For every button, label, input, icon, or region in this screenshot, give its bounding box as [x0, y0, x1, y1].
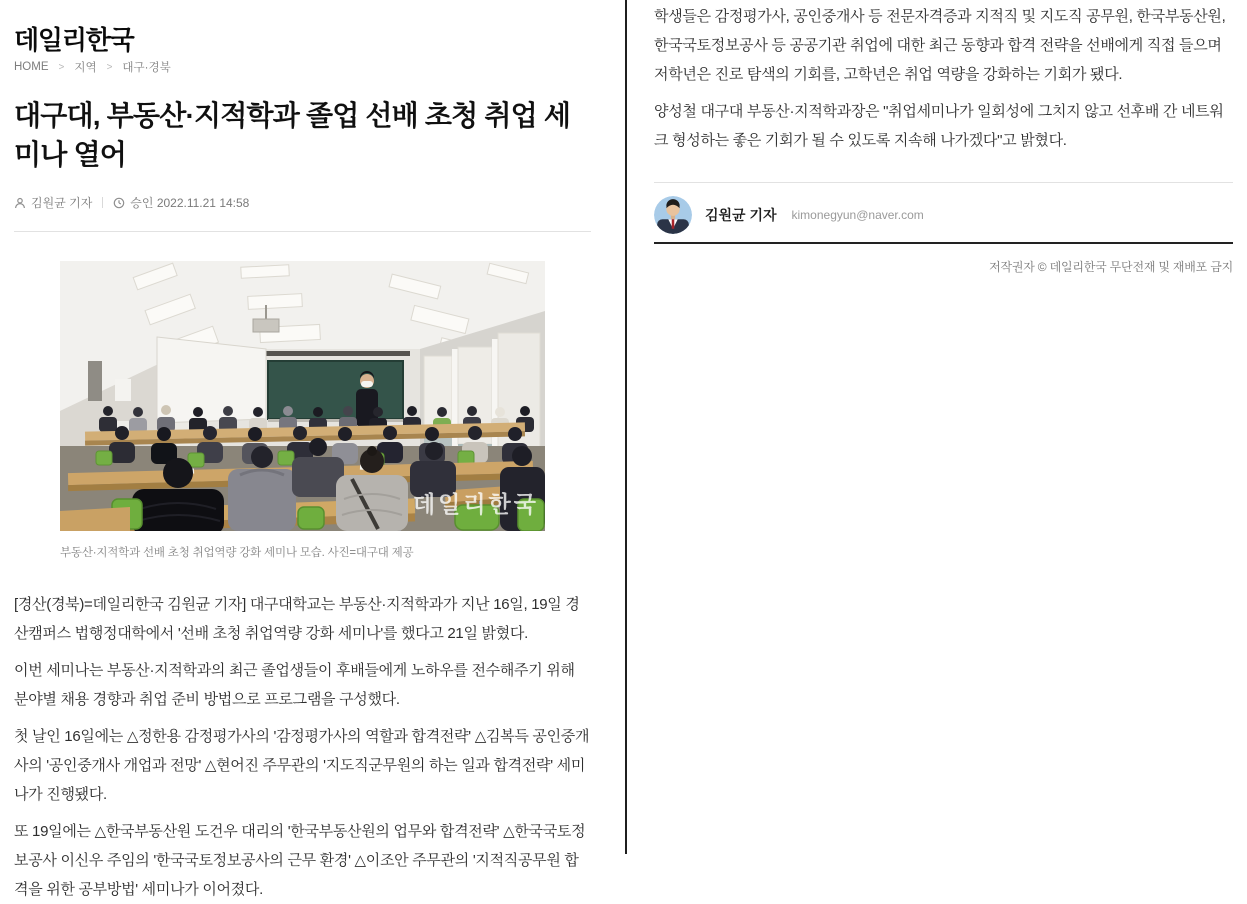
left-column — [0, 0, 625, 898]
article-paragraph: 이번 세미나는 부동산·지적학과의 최근 졸업생들이 후배들에게 노하우를 전수해주기 위해 분야별 채용 경향과 취업 준비 방법으로 프로그램을 구성했다. — [14, 662, 575, 708]
reporter-card-top-rule — [654, 182, 1233, 183]
site-logo[interactable]: 데일리한국 — [14, 25, 134, 55]
article-body-right — [654, 2, 1233, 155]
breadcrumb-subregion[interactable]: 대구·경북 — [122, 62, 171, 74]
article-paragraph: 첫 날인 16일에는 △정한용 감정평가사의 '감정평가사의 역할과 합격전략' △김복득 공인중개사의 '공인중개사 개업과 전망' △현어진 주무관의 '지도직군무원의 하는 일과 합격전략' 세미나가 진행됐다. — [14, 728, 590, 803]
byline-divider — [102, 197, 103, 208]
desk-bottom-left — [60, 507, 130, 531]
article-title: 대구대, 부동산·지적학과 졸업 선배 초청 취업 세미나 열어 — [14, 100, 571, 170]
right-column — [627, 0, 1247, 854]
article-paragraph: 또 19일에는 △한국부동산원 도건우 대리의 '한국부동산원의 업무와 합격전략' △한국국토정보공사 이신우 주임의 '한국국토정보공사의 근무 환경' △이조안 주무관의 '지적직공무원 합격을 위한 공부방법' 세미나가 이어졌다. — [14, 823, 586, 898]
chevron-right-icon: > — [106, 61, 113, 73]
article-paragraph: [경산(경북)=데일리한국 김원균 기자] 대구대학교는 부동산·지적학과가 지난 16일, 19일 경산캠퍼스 법행정대학에서 '선배 초청 취업역량 강화 세미나'를 했다고 21일 밝혔다. — [14, 596, 580, 642]
photo-watermark: 데일리한국 — [412, 491, 539, 517]
article-paragraph: 학생들은 감정평가사, 공인중개사 등 전문자격증과 지적직 및 지도직 공무원, 한국부동산원, 한국국토정보공사 등 공공기관 취업에 대한 최근 동향과 합격 전략을 선배에게 직접 들으며 저학년은 진로 탐색의 기회를, 고학년은 취업 역량을 강화하는 기회가 됐다. — [654, 8, 1226, 83]
breadcrumb-region[interactable]: 지역 — [74, 62, 97, 74]
reporter-email[interactable]: kimonegyun@naver.com — [791, 208, 924, 222]
reporter-card[interactable] — [654, 196, 1233, 234]
person-icon — [14, 197, 26, 209]
byline-rule — [14, 231, 591, 232]
article-paragraph: 양성철 대구대 부동산·지적학과장은 "취업세미나가 일회성에 그치지 않고 선후배 간 네트워크 형성하는 좋은 기회가 될 수 있도록 지속해 나가겠다"고 밝혔다. — [654, 103, 1224, 149]
projector — [253, 319, 279, 332]
projection-screen — [157, 337, 266, 423]
reporter-card-bottom-rule — [654, 242, 1233, 244]
chevron-right-icon: > — [58, 61, 65, 73]
breadcrumb — [14, 59, 591, 75]
article-byline — [14, 194, 591, 211]
breadcrumb-home[interactable]: HOME — [14, 61, 49, 73]
byline-reporter[interactable]: 김원균 기자 — [31, 196, 93, 210]
article-body-left — [14, 590, 591, 904]
reporter-name[interactable]: 김원균 기자 — [705, 207, 777, 223]
byline-published: 승인 2022.11.21 14:58 — [130, 196, 250, 210]
article-photo — [60, 261, 545, 531]
reporter-avatar — [654, 196, 692, 234]
photo-caption: 부동산·지적학과 선배 초청 취업역량 강화 세미나 모습. 사진=대구대 제공 — [60, 547, 414, 559]
clock-icon — [113, 197, 125, 209]
article-figure — [60, 261, 545, 560]
copyright-notice: 저작권자 © 데일리한국 무단전재 및 재배포 금지 — [989, 260, 1233, 274]
